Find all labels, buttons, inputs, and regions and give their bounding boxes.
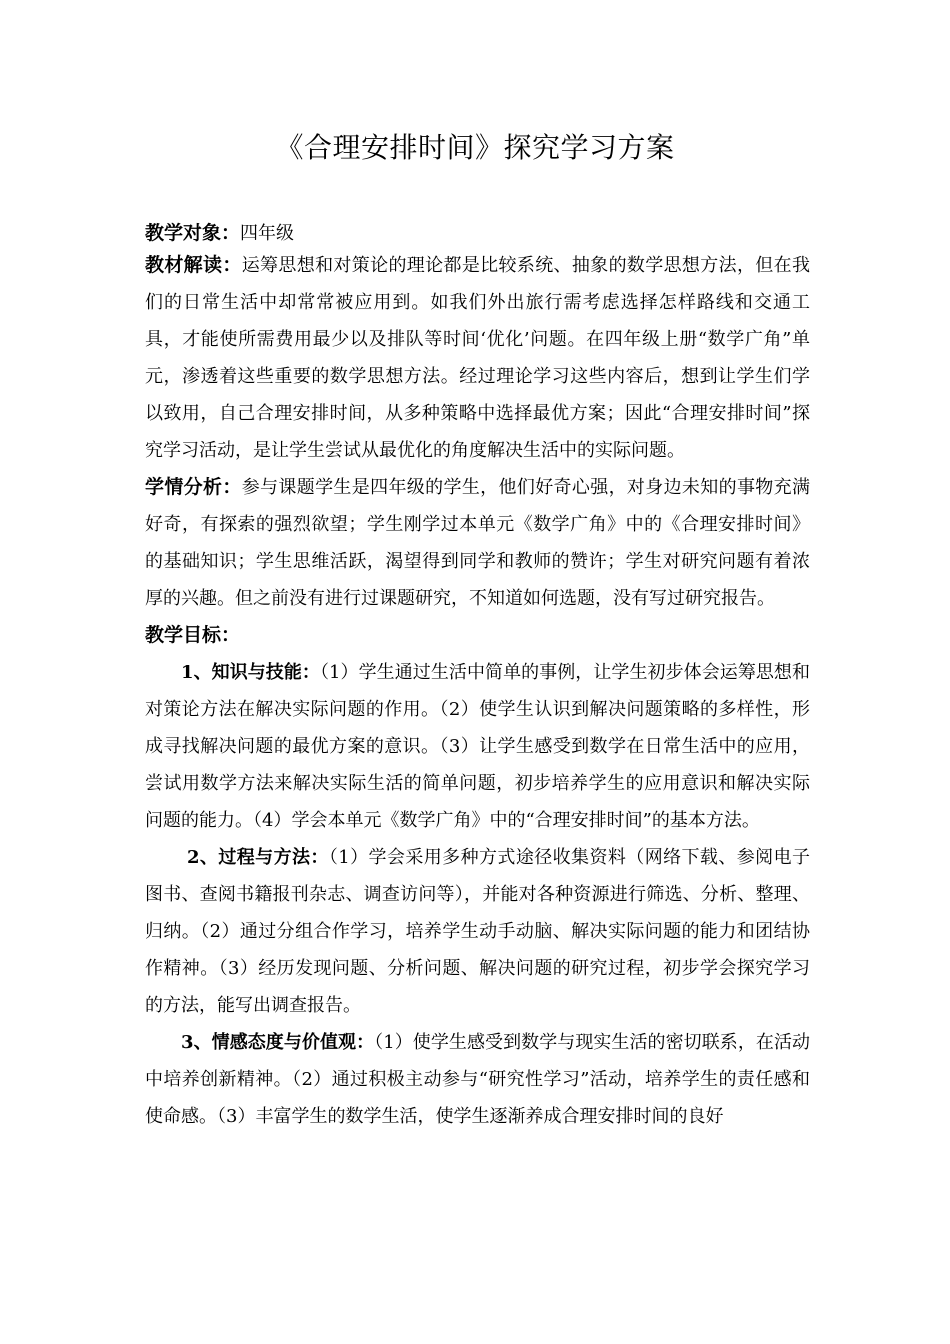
document-body [145, 220, 810, 1135]
goal-process-text: （1）学会采用多种方式途径收集资料（网络下载、参阅电子图书、查阅书籍报刊杂志、调查访问等），并能对各种资源进行筛选、分析、整理、归纳。（2）通过分组合作学习，培养学生动手动脑、解决实际问题的能力和团结协作精神。（3）经历发现问题、分析问题、解决问题的研究过程，初步学会探究学习的方法，能写出调查报告。 [145, 847, 810, 1016]
teaching-target-value: 四年级 [240, 223, 295, 244]
material-text: 运筹思想和对策论的理论都是比较系统、抽象的数学思想方法，但在我们的日常生活中却常常被应用到。如我们外出旅行需考虑选择怎样路线和交通工具，才能使所需费用最少以及排队等时间‘优化’问题。在四年级上册“数学广角”单元，渗透着这些重要的数学思想方法。经过理论学习这些内容后，想到让学生们学以致用，自己合理安排时间，从多种策略中选择最优方案；因此“合理安排时间”探究学习活动，是让学生尝试从最优化的角度解决生活中的实际问题。 [145, 255, 810, 461]
goal-emotion-text: （1）使学生感受到数学与现实生活的密切联系，在活动中培养创新精神。（2）通过积极主动参与“研究性学习”活动，培养学生的责任感和使命感。（3）丰富学生的数学生活，使学生逐渐养成合理安排时间的良好 [145, 1032, 811, 1127]
teaching-target-label: 教学对象： [145, 222, 241, 244]
goal-knowledge-paragraph [145, 654, 810, 839]
teaching-target-paragraph [145, 220, 810, 247]
goals-heading [145, 617, 810, 654]
goal-process-label: 2、过程与方法： [187, 847, 329, 868]
goal-emotion-label: 3、情感态度与价值观： [181, 1032, 375, 1053]
document-title: 《合理安排时间》探究学习方案 [275, 131, 675, 164]
goal-knowledge-text: （1）学生通过生活中简单的事例，让学生初步体会运筹思想和对策论方法在解决实际问题的作用。（2）使学生认识到解决问题策略的多样性，形成寻找解决问题的最优方案的意识。（3）让学生感受到数学在日常生活中的应用，尝试用数学方法来解决实际生活的简单问题，初步培养学生的应用意识和解决实际问题的能力。（4）学会本单元《数学广角》中的“合理安排时间”的基本方法。 [145, 662, 810, 831]
material-label: 教材解读： [145, 254, 242, 276]
material-paragraph [145, 247, 810, 469]
analysis-label: 学情分析： [145, 476, 242, 498]
analysis-paragraph [145, 469, 810, 617]
goal-emotion-paragraph [145, 1024, 810, 1135]
goal-process-paragraph [145, 839, 810, 1024]
goal-knowledge-label: 1、知识与技能： [181, 662, 320, 683]
analysis-text: 参与课题学生是四年级的学生，他们好奇心强，对身边未知的事物充满好奇，有探索的强烈欲望；学生刚学过本单元《数学广角》中的《合理安排时间》的基础知识；学生思维活跃，渴望得到同学和教师的赞许；学生对研究问题有着浓厚的兴趣。但之前没有进行过课题研究，不知道如何选题，没有写过研究报告。 [145, 477, 810, 609]
goals-label: 教学目标： [145, 624, 241, 646]
